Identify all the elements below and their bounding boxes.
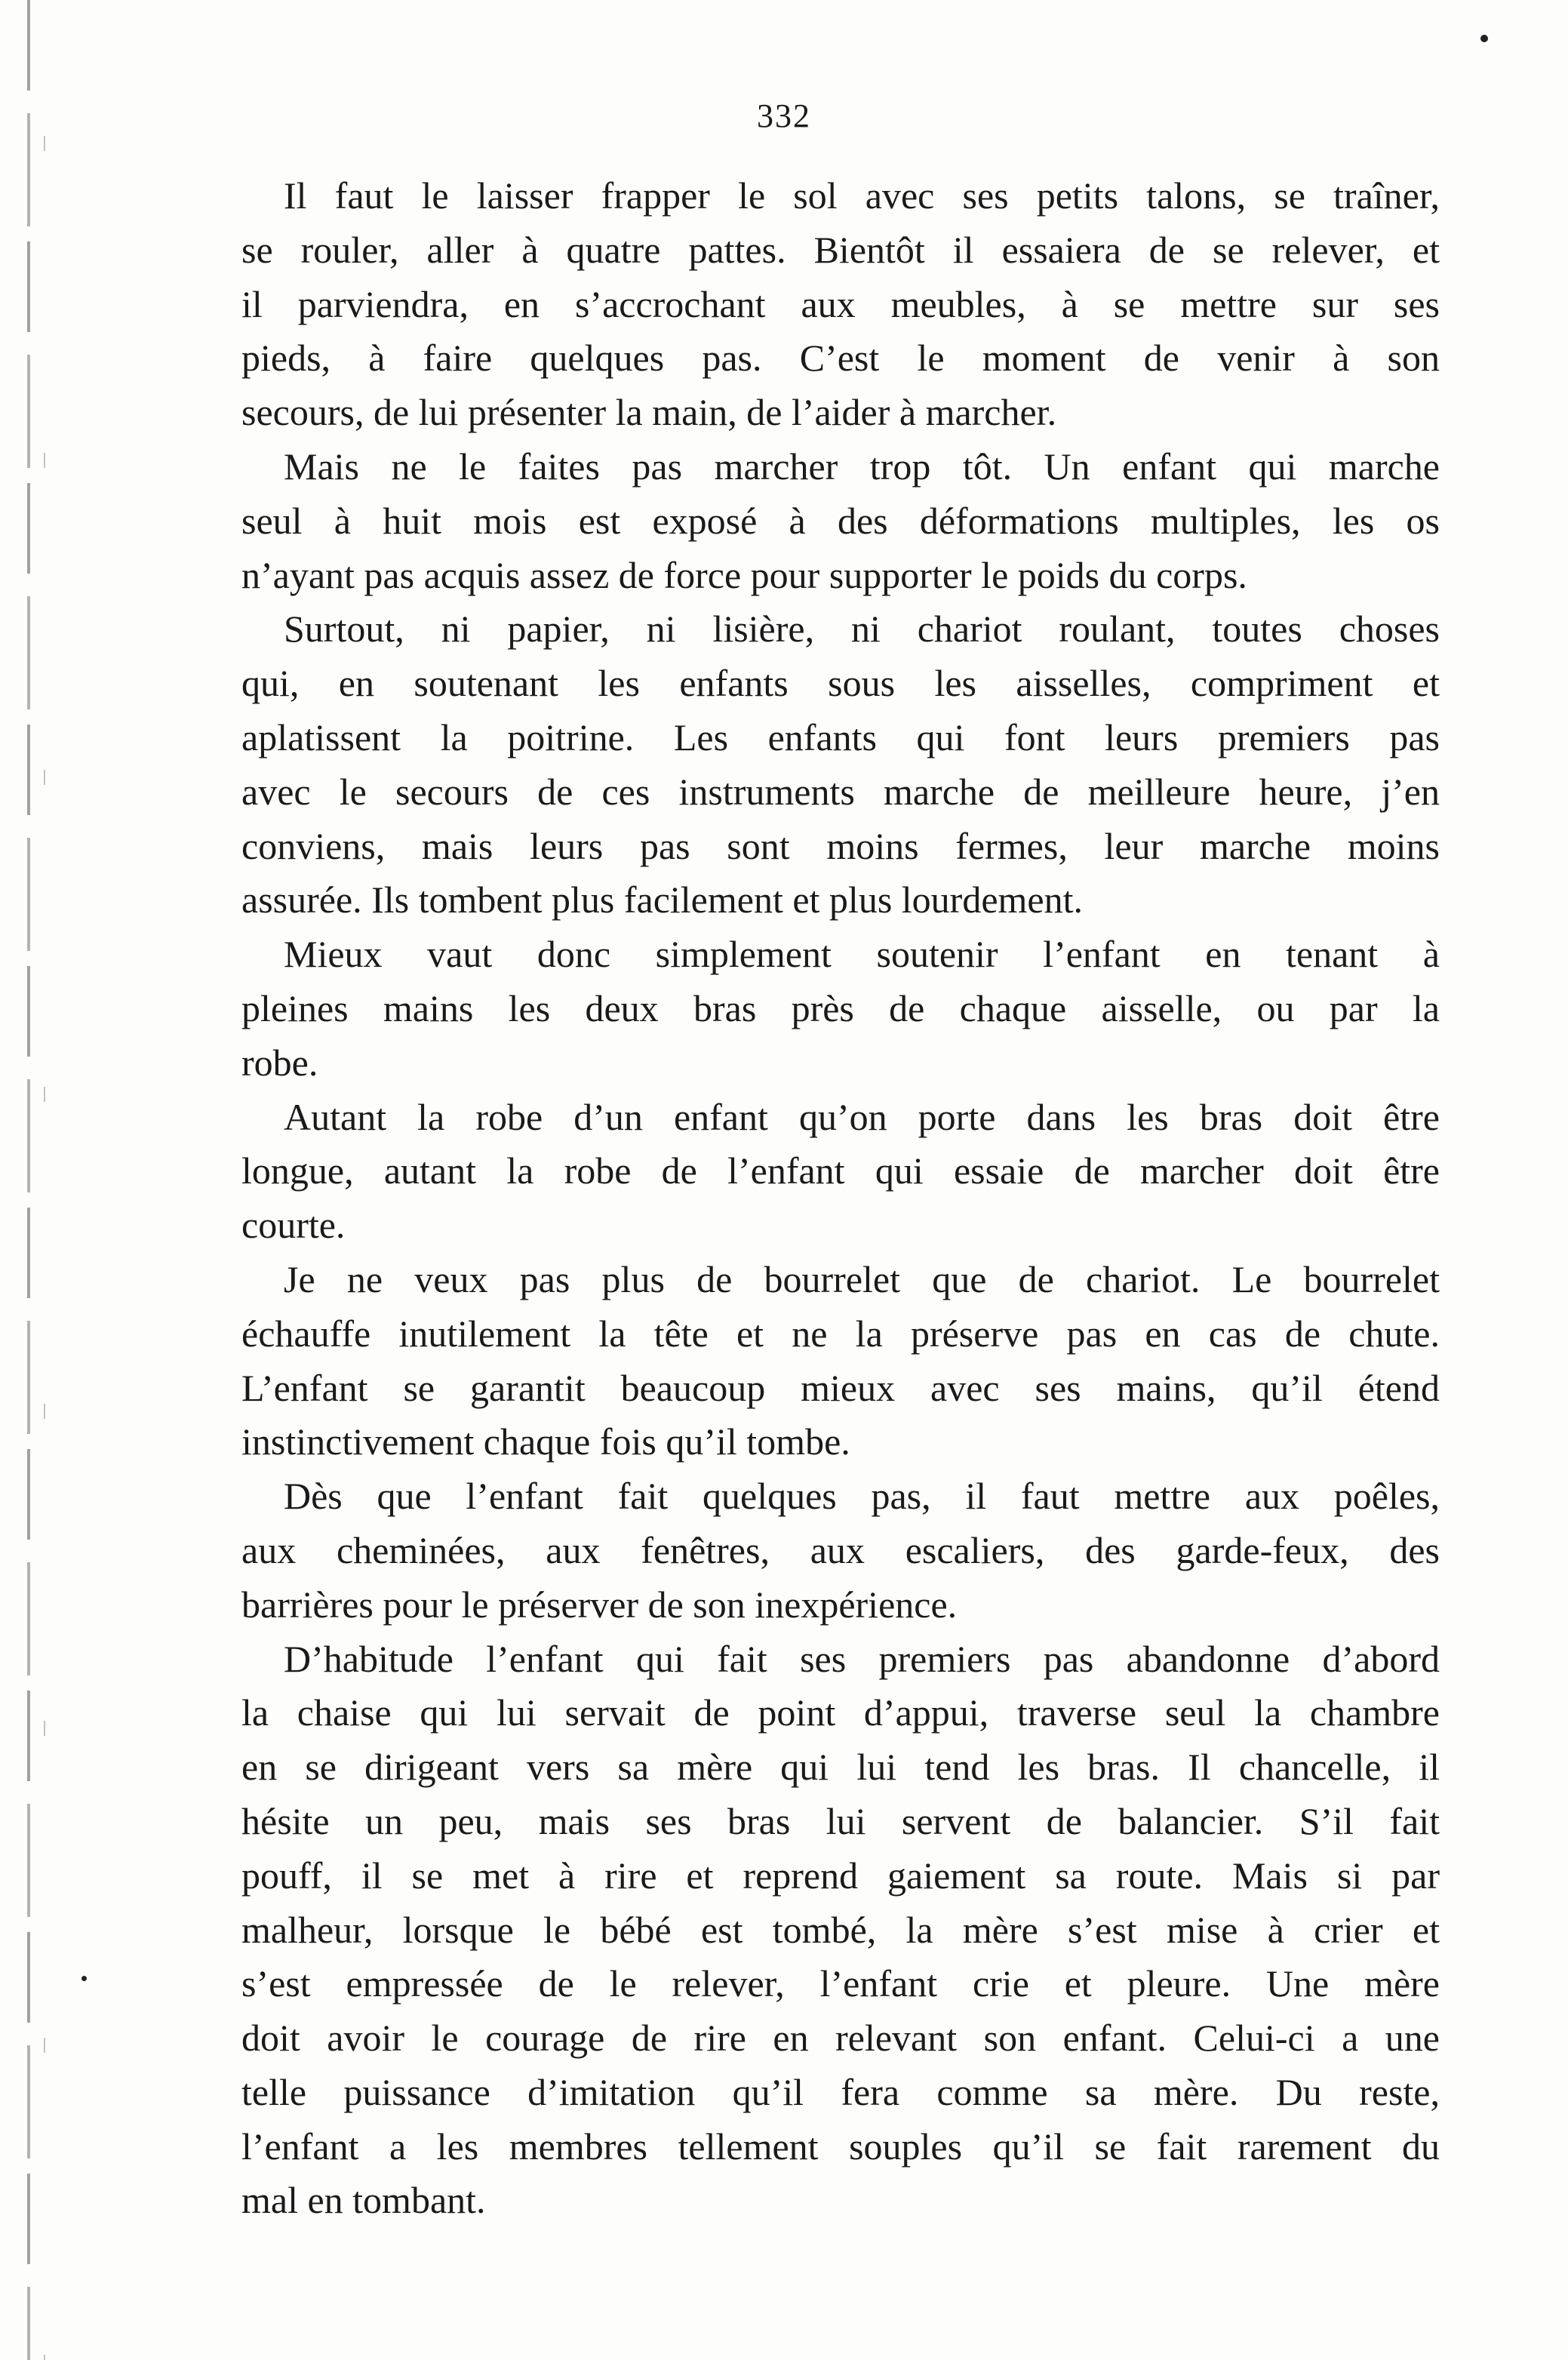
text-line: aux cheminées, aux fenêtres, aux escaliers, des garde-feux, des [241, 1528, 1440, 1571]
text-line: L’enfant se garantit beaucoup mieux avec ses mains, qu’il étend [241, 1366, 1440, 1409]
text-line: mal en tombant. [241, 2179, 486, 2222]
text-line: instinctivement chaque fois qu’il tombe. [241, 1420, 850, 1463]
text-line: telle puissance d’imitation qu’il fera comme sa mère. Du reste, [241, 2070, 1440, 2113]
text-line: pleines mains les deux bras près de chaque aisselle, ou par la [241, 986, 1440, 1029]
text-line: la chaise qui lui servait de point d’appui, traverse seul la chambre [241, 1691, 1440, 1734]
text-line: conviens, mais leurs pas sont moins fermes, leur marche moins [241, 824, 1440, 867]
text-line: courte. [241, 1204, 346, 1247]
text-line: se rouler, aller à quatre pattes. Bientôt il essaiera de se relever, et [241, 228, 1440, 271]
text-line: longue, autant la robe de l’enfant qui essaie de marcher doit être [241, 1149, 1440, 1192]
text-line: doit avoir le courage de rire en relevant son enfant. Celui-ci a une [241, 2017, 1440, 2060]
text-line: n’ayant pas acquis assez de force pour supporter le poids du corps. [241, 553, 1247, 596]
text-line: pouff, il se met à rire et reprend gaiement sa route. Mais si par [241, 1854, 1440, 1897]
text-line: Dès que l’enfant fait quelques pas, il faut mettre aux poêles, [284, 1475, 1440, 1518]
text-line: Mais ne le faites pas marcher trop tôt. Un enfant qui marche [284, 445, 1440, 488]
text-line: aplatissent la poitrine. Les enfants qui font leurs premiers pas [241, 715, 1440, 758]
text-line: Je ne veux pas plus de bourrelet que de chariot. Le bourrelet [284, 1257, 1440, 1300]
text-line: s’est empressée de le relever, l’enfant crie et pleure. Une mère [241, 1962, 1440, 2005]
text-line: l’enfant a les membres tellement souples qu’il se fait rarement du [241, 2125, 1440, 2168]
text-line: avec le secours de ces instruments marche de meilleure heure, j’en [241, 770, 1440, 813]
binding-edge-shadow [44, 0, 45, 2360]
text-line: seul à huit mois est exposé à des déformations multiples, les os [241, 499, 1440, 542]
body-text [241, 169, 1440, 2228]
ink-speck [1480, 35, 1488, 42]
page-number: 332 [757, 97, 811, 134]
text-line: malheur, lorsque le bébé est tombé, la mère s’est mise à crier et [241, 1908, 1440, 1951]
text-line: pieds, à faire quelques pas. C’est le moment de venir à son [241, 337, 1440, 380]
text-line: barrières pour le préserver de son inexpérience. [241, 1583, 958, 1626]
text-line: Surtout, ni papier, ni lisière, ni chariot roulant, toutes choses [284, 608, 1440, 651]
text-line: Il faut le laisser frapper le sol avec ses petits talons, se traîner, [284, 174, 1440, 217]
text-line: Mieux vaut donc simplement soutenir l’enfant en tenant à [284, 933, 1440, 976]
binding-edge [27, 0, 30, 2360]
ink-speck [81, 1976, 87, 1981]
text-line: qui, en soutenant les enfants sous les aisselles, compriment et [241, 662, 1440, 705]
text-line: échauffe inutilement la tête et ne la préserve pas en cas de chute. [241, 1312, 1440, 1355]
text-line: secours, de lui présenter la main, de l’aider à marcher. [241, 391, 1057, 434]
text-line: hésite un peu, mais ses bras lui servent de balancier. S’il fait [241, 1799, 1440, 1842]
text-line: il parviendra, en s’accrochant aux meubles, à se mettre sur ses [241, 282, 1440, 325]
text-line: en se dirigeant vers sa mère qui lui tend les bras. Il chancelle, il [241, 1746, 1440, 1789]
text-line: D’habitude l’enfant qui fait ses premiers pas abandonne d’abord [284, 1637, 1440, 1680]
text-line: Autant la robe d’un enfant qu’on porte dans les bras doit être [284, 1095, 1440, 1138]
text-line: assurée. Ils tombent plus facilement et plus lourdement. [241, 878, 1083, 922]
text-line: robe. [241, 1041, 318, 1084]
